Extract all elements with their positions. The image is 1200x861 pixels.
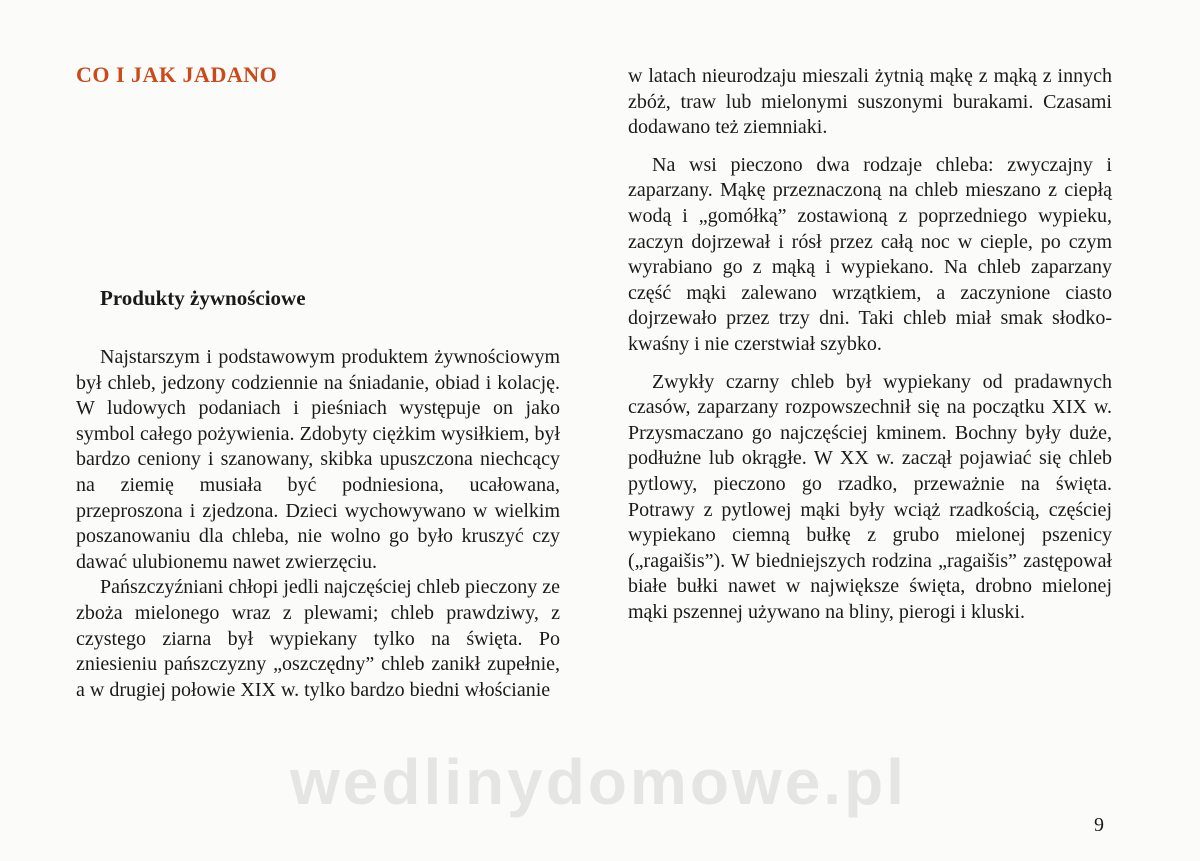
left-column [76,345,560,703]
paragraph: w latach nieurodzaju mieszali żytnią mąkę z mąką z innych zbóż, traw lub mielonymi suszonymi burakami. Czasami dodawano też ziemniaki. [628,65,1112,139]
chapter-title: CO I JAK JADANO [76,62,278,87]
right-column [628,64,1112,625]
watermark: wedlinydomowe.pl [290,746,907,818]
section-heading: Produkty żywnościowe [100,286,306,310]
paragraph: Na wsi pieczono dwa rodzaje chleba: zwyczajny i zaparzany. Mąkę przeznaczoną na chleb mieszano z ciepłą wodą i „gomółką” zostawioną z poprzedniego wypieku, zaczyn dojrzewał i rósł przez całą noc w cieple, po czym wyrabiano go z mąką i wypiekano. Na chleb zaparzany część mąki zalewano wrzątkiem, a zaczynione ciasto dojrzewało przez trzy dni. Taki chleb miał smak słodko-kwaśny i nie czerstwiał szybko. [628,153,1112,355]
paragraph: Zwykły czarny chleb był wypiekany od pradawnych czasów, zaparzany rozpowszechnił się na początku XIX w. Przysmaczano go najczęściej kminem. Bochny były duże, podłużne lub okrągłe. W XX w. zaczął pojawiać się chleb pytlowy, pieczono go rzadko, przeważnie na święta. Potrawy z pytlowej mąki były wciąż rzadkością, częściej wypiekano ciemną bułkę z grubo mielonej pszenicy („ragaišis”). W biedniejszych rodzina „ragaišis” zastępował białe bułki nawet w największe święta, drobno mielonej mąki pszennej używano na bliny, pierogi i kluski. [628,370,1112,623]
page-number: 9 [1094,814,1104,836]
paragraph: Pańszczyźniani chłopi jedli najczęściej chleb pieczony ze zboża mielonego wraz z plewami; chleb prawdziwy, z czystego ziarna był wypiekany tylko na święta. Po zniesieniu pańszczyzny „oszczędny” chleb zanikł zupełnie, a w drugiej połowie XIX w. tylko bardzo biedni włościanie [76,576,560,701]
paragraph: Najstarszym i podstawowym produktem żywnościowym był chleb, jedzony codziennie na śniadanie, obiad i kolację. W ludowych podaniach i pieśniach występuje on jako symbol całego pożywienia. Zdobyty ciężkim wysiłkiem, był bardzo ceniony i szanowany, skibka upuszczona niechcący na ziemię musiała być podniesiona, ucałowana, przeproszona i zjedzona. Dzieci wychowywano w wielkim poszanowaniu dla chleba, nie wolno go było kruszyć czy dawać ulubionemu nawet zwierzęciu. [76,346,560,573]
